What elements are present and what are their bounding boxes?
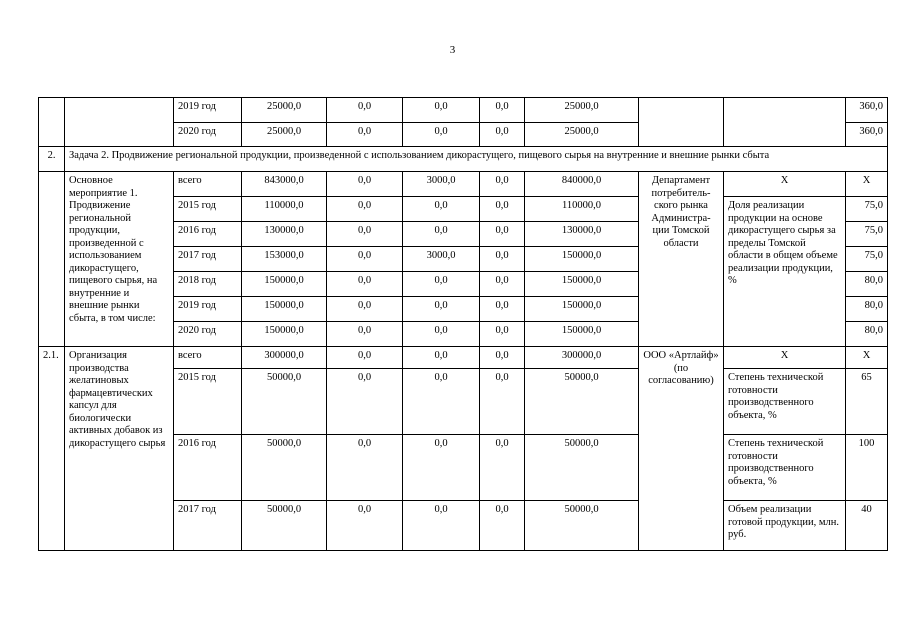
funding-cell: 0,0	[480, 197, 525, 222]
total-cell: 25000,0	[242, 123, 327, 147]
indicator-value-cell: 360,0	[846, 98, 888, 123]
year-cell: 2019 год	[174, 297, 242, 322]
funding-cell: 0,0	[480, 435, 525, 501]
funding-cell: 150000,0	[525, 297, 639, 322]
funding-cell: 0,0	[327, 369, 403, 435]
task-row	[39, 147, 888, 172]
funding-cell: 0,0	[403, 222, 480, 247]
event-name-cell	[65, 98, 174, 147]
year-cell: 2015 год	[174, 197, 242, 222]
indicator-value-cell: 80,0	[846, 272, 888, 297]
year-cell: всего	[174, 172, 242, 197]
funding-cell: 3000,0	[403, 247, 480, 272]
total-cell: 150000,0	[242, 322, 327, 347]
funding-cell: 50000,0	[525, 435, 639, 501]
funding-cell: 0,0	[403, 297, 480, 322]
number-cell	[39, 172, 65, 347]
indicator-value-cell: 360,0	[846, 123, 888, 147]
funding-cell: 0,0	[327, 197, 403, 222]
task-number: 2.	[39, 147, 65, 172]
executor-cell: ООО «Артлайф» (по согласованию)	[639, 347, 724, 551]
funding-cell: 0,0	[480, 501, 525, 551]
funding-cell: 0,0	[327, 297, 403, 322]
funding-cell: 840000,0	[525, 172, 639, 197]
funding-cell: 150000,0	[525, 247, 639, 272]
table-row	[39, 98, 888, 123]
total-cell: 153000,0	[242, 247, 327, 272]
indicator-value-cell: 80,0	[846, 322, 888, 347]
funding-cell: 25000,0	[525, 98, 639, 123]
indicator-cell: Доля реализации продукции на основе дикорастущего сырья за пределы Томской области в общем объеме реализации продукции, %	[724, 197, 846, 347]
indicator-value-cell: 80,0	[846, 297, 888, 322]
number-cell	[39, 98, 65, 147]
funding-cell: 0,0	[327, 322, 403, 347]
indicator-value-cell: 75,0	[846, 222, 888, 247]
funding-cell: 0,0	[403, 98, 480, 123]
year-cell: 2019 год	[174, 98, 242, 123]
funding-cell: 0,0	[480, 247, 525, 272]
total-cell: 50000,0	[242, 435, 327, 501]
funding-cell: 300000,0	[525, 347, 639, 369]
event-name-cell: Основное мероприятие 1. Продвижение региональной продукции, произведенной с использованием дикорастущего, пищевого сырья, на внутренние и внешние рынки сбыта, в том числе:	[65, 172, 174, 347]
funding-cell: 0,0	[480, 98, 525, 123]
funding-cell: 0,0	[480, 222, 525, 247]
funding-cell: 0,0	[327, 247, 403, 272]
funding-cell: 0,0	[480, 123, 525, 147]
year-cell: 2017 год	[174, 247, 242, 272]
indicator-cell: Х	[724, 172, 846, 197]
table-row	[39, 347, 888, 369]
table-row	[39, 172, 888, 197]
year-cell: 2020 год	[174, 123, 242, 147]
funding-cell: 0,0	[327, 123, 403, 147]
indicator-value-cell: 75,0	[846, 247, 888, 272]
indicator-cell: Степень технической готовности производственного объекта, %	[724, 435, 846, 501]
indicator-value-cell: 40	[846, 501, 888, 551]
executor-cell: Департамент потребитель-ского рынка Администра-ции Томской области	[639, 172, 724, 347]
total-cell: 150000,0	[242, 297, 327, 322]
funding-cell: 0,0	[403, 435, 480, 501]
page-number: 3	[449, 44, 456, 56]
indicator-cell: Степень технической готовности производственного объекта, %	[724, 369, 846, 435]
funding-cell: 50000,0	[525, 501, 639, 551]
funding-cell: 0,0	[480, 172, 525, 197]
funding-cell: 0,0	[403, 123, 480, 147]
funding-cell: 0,0	[403, 322, 480, 347]
funding-cell: 0,0	[480, 272, 525, 297]
total-cell: 50000,0	[242, 501, 327, 551]
funding-cell: 130000,0	[525, 222, 639, 247]
indicator-value-cell: Х	[846, 347, 888, 369]
total-cell: 50000,0	[242, 369, 327, 435]
total-cell: 300000,0	[242, 347, 327, 369]
indicator-value-cell: Х	[846, 172, 888, 197]
funding-cell: 0,0	[327, 222, 403, 247]
total-cell: 150000,0	[242, 272, 327, 297]
funding-cell: 3000,0	[403, 172, 480, 197]
funding-cell: 0,0	[327, 347, 403, 369]
executor-cell	[639, 98, 724, 147]
total-cell: 843000,0	[242, 172, 327, 197]
task-title: Задача 2. Продвижение региональной продукции, произведенной с использованием дикорастущего, пищевого сырья на внутренние и внешние рынки сбыта	[65, 147, 888, 172]
event-name-cell: Организация производства желатиновых фармацевтических капсул для биологически активных добавок из дикорастущего сырья	[65, 347, 174, 551]
funding-cell: 0,0	[327, 272, 403, 297]
funding-cell: 0,0	[403, 347, 480, 369]
year-cell: всего	[174, 347, 242, 369]
indicator-value-cell: 100	[846, 435, 888, 501]
total-cell: 130000,0	[242, 222, 327, 247]
funding-cell: 0,0	[403, 272, 480, 297]
indicator-cell: Х	[724, 347, 846, 369]
year-cell: 2020 год	[174, 322, 242, 347]
funding-cell: 0,0	[480, 322, 525, 347]
funding-cell: 50000,0	[525, 369, 639, 435]
funding-cell: 0,0	[327, 435, 403, 501]
funding-cell: 0,0	[480, 297, 525, 322]
funding-cell: 0,0	[480, 347, 525, 369]
year-cell: 2016 год	[174, 435, 242, 501]
indicator-cell: Объем реализации готовой продукции, млн. руб.	[724, 501, 846, 551]
indicator-cell	[724, 98, 846, 147]
funding-cell: 150000,0	[525, 322, 639, 347]
funding-cell: 0,0	[403, 369, 480, 435]
funding-cell: 0,0	[403, 501, 480, 551]
funding-cell: 0,0	[403, 197, 480, 222]
year-cell: 2018 год	[174, 272, 242, 297]
funding-cell: 0,0	[327, 501, 403, 551]
year-cell: 2015 год	[174, 369, 242, 435]
year-cell: 2016 год	[174, 222, 242, 247]
funding-cell: 150000,0	[525, 272, 639, 297]
funding-cell: 0,0	[480, 369, 525, 435]
program-table	[38, 97, 888, 551]
funding-cell: 0,0	[327, 172, 403, 197]
funding-cell: 110000,0	[525, 197, 639, 222]
indicator-value-cell: 65	[846, 369, 888, 435]
funding-cell: 25000,0	[525, 123, 639, 147]
funding-cell: 0,0	[327, 98, 403, 123]
number-cell: 2.1.	[39, 347, 65, 551]
year-cell: 2017 год	[174, 501, 242, 551]
total-cell: 25000,0	[242, 98, 327, 123]
indicator-value-cell: 75,0	[846, 197, 888, 222]
total-cell: 110000,0	[242, 197, 327, 222]
